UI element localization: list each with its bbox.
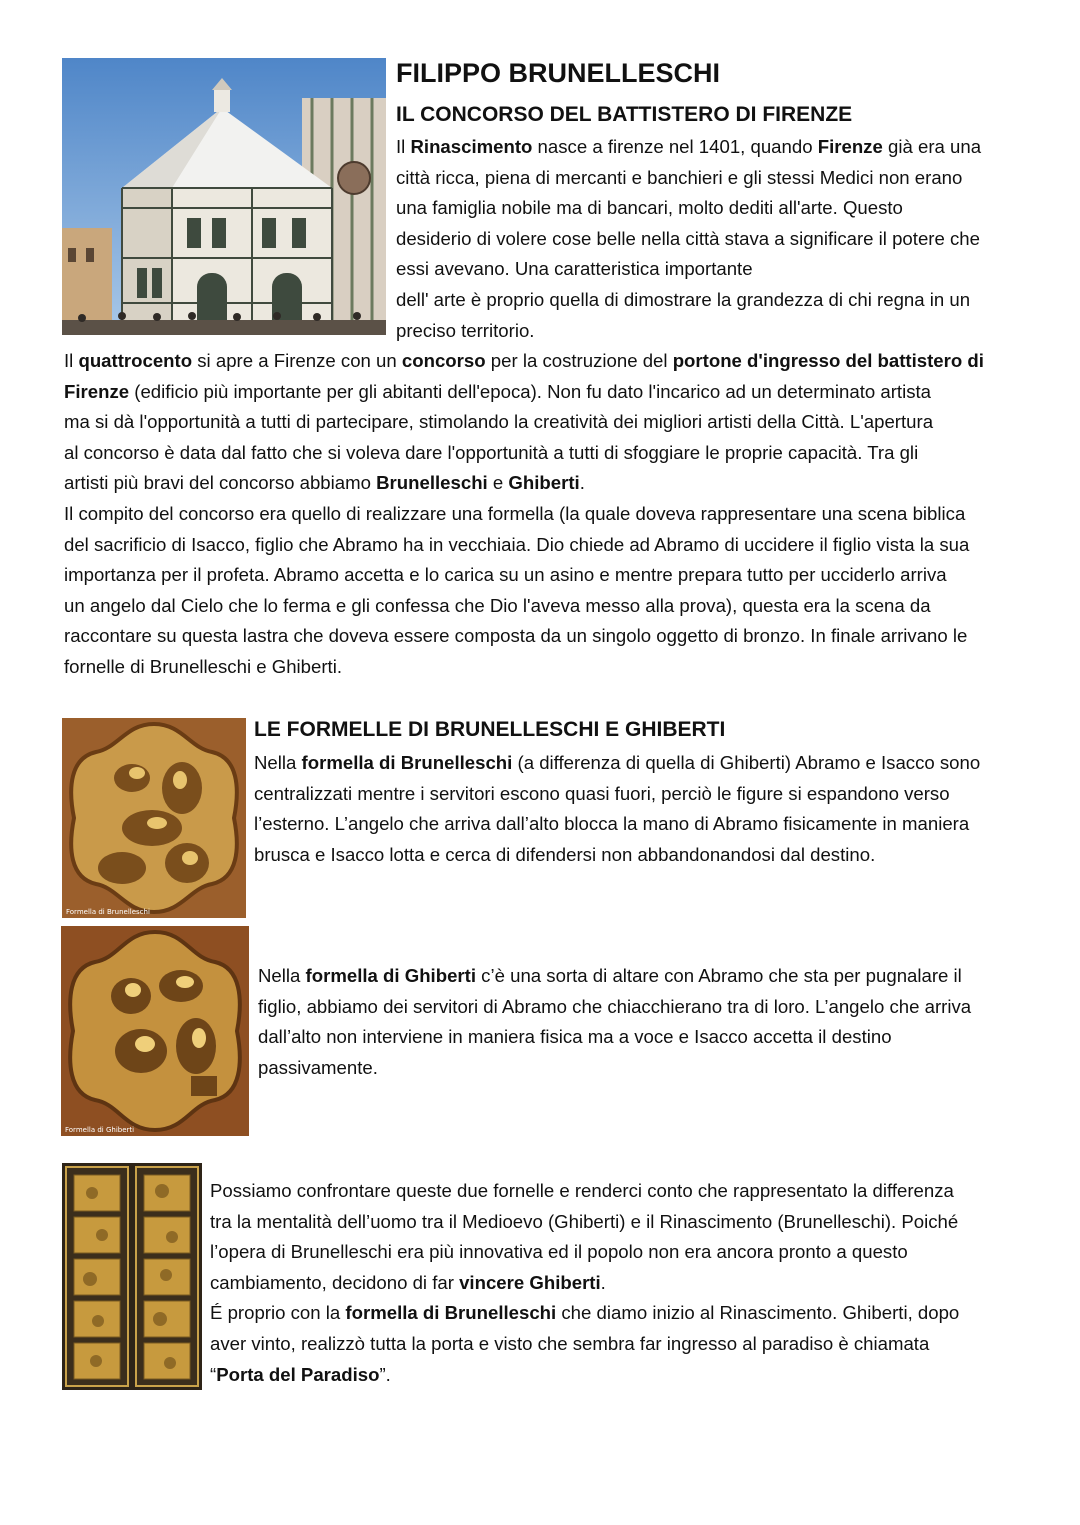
text-run: che diamo inizio al Rinascimento. Ghiberti, dopo (556, 1302, 960, 1324)
formella-brunelleschi-photo (62, 718, 246, 918)
section-heading-concorso: IL CONCORSO DEL BATTISTERO DI FIRENZE (396, 103, 853, 126)
text-run: Il compito del concorso era quello di realizzare una formella (la quale doveva rappresentare una scena biblica (64, 503, 966, 524)
text-run: una famiglia nobile ma di bancari, molto dediti all'arte. Questo (396, 197, 903, 219)
text-run: un angelo dal Cielo che lo ferma e gli confessa che Dio l'aveva messo alla prova), questa era la scena da (64, 594, 931, 616)
section-heading-formelle: LE FORMELLE DI BRUNELLESCHI E GHIBERTI (254, 718, 726, 741)
text-line (64, 499, 1064, 530)
formella-brunelleschi-caption: Formella di Brunelleschi (66, 908, 150, 916)
text-run: dell' arte è proprio quella di dimostrare la grandezza di chi regna in un (396, 288, 971, 310)
text-run: . (600, 1271, 606, 1293)
text-run: raccontare su questa lastra che doveva essere composta da un singolo oggetto di bronzo. In finale arrivano le (64, 625, 968, 647)
text-line (64, 346, 1064, 377)
bold-term: Ghiberti (508, 472, 580, 494)
formella-ghiberti-photo (61, 926, 249, 1136)
text-line (254, 809, 1054, 840)
text-run: essi avevano. Una caratteristica importante (396, 258, 753, 280)
text-run: dall’alto non interviene in maniera fisica ma a voce e Isacco accetta il destino (258, 1026, 892, 1048)
text-line (254, 779, 1054, 810)
text-run: preciso territorio. (396, 319, 535, 341)
paragraph-quattrocento (64, 346, 1064, 499)
text-run: Nella (258, 965, 306, 986)
bold-term: formella di Ghiberti (305, 965, 477, 986)
text-run: ma si dà l'opportunità a tutti di partecipare, stimolando la creatività dei migliori artisti della Città. L'apertura (64, 411, 934, 433)
paragraph-compito (64, 499, 1064, 683)
text-run: Possiamo confrontare queste due fornelle e renderci conto che rappresentato la differenza (210, 1180, 954, 1201)
bold-term: Firenze (64, 380, 130, 402)
text-line (64, 621, 1064, 652)
bold-term: Porta del Paradiso (216, 1363, 380, 1385)
text-line (396, 163, 1056, 194)
text-run: al concorso è data dal fatto che si voleva dare l'opportunità a tutti di sfoggiare le proprie capacità. Tra gli (64, 441, 919, 463)
text-run: “ (210, 1363, 217, 1385)
intro-paragraph (396, 132, 1056, 346)
text-run: e (487, 472, 509, 494)
formella-ghiberti-caption: Formella di Ghiberti (65, 1126, 135, 1134)
text-run: cambiamento, decidono di far (210, 1271, 460, 1293)
text-run: artisti più bravi del concorso abbiamo (64, 472, 377, 494)
paragraph-formella-ghiberti (258, 961, 1048, 1083)
text-line (64, 438, 1064, 469)
baptistery-photo (62, 58, 386, 335)
text-run: centralizzati mentre i servitori escono quasi fuori, perciò le figure si espandono verso (254, 782, 950, 804)
page-title: FILIPPO BRUNELLESCHI (396, 58, 721, 88)
text-line (210, 1176, 1060, 1207)
text-run: (edificio più importante per gli abitanti dell'epoca). Non fu dato l'incarico ad un determinato artista (129, 380, 932, 402)
text-run: brusca e Isacco lotta e cerca di difendersi non abbandonandosi dal destino. (254, 843, 876, 865)
bold-term: portone d'ingresso del battistero di (672, 350, 984, 371)
text-run: del sacrificio di Isacco, figlio che Abramo ha in vecchiaia. Dio chiede ad Abramo di uccidere il figlio vista la sua (64, 533, 970, 555)
text-line (64, 407, 1064, 438)
text-line (396, 224, 1056, 255)
bold-term: formella di Brunelleschi (345, 1302, 557, 1324)
text-run: (a differenza di quella di Ghiberti) Abramo e Isacco sono (512, 752, 981, 773)
text-line (64, 560, 1064, 591)
text-line (210, 1360, 1060, 1391)
text-run: tra la mentalità dell’uomo tra il Medioevo (Ghiberti) e il Rinascimento (Brunelleschi). Poiché (210, 1210, 959, 1232)
text-line (210, 1298, 1060, 1329)
text-line (64, 530, 1064, 561)
text-run: si apre a Firenze con un (192, 350, 402, 371)
text-line (396, 132, 1056, 163)
text-line (64, 591, 1064, 622)
bold-term: quattrocento (78, 350, 193, 371)
bold-term: formella di Brunelleschi (301, 752, 513, 773)
text-run: figlio, abbiamo dei servitori di Abramo che chiacchierano tra di loro. L’angelo che arriva (258, 995, 972, 1017)
text-run: Il (396, 136, 411, 157)
text-run: aver vinto, realizzò tutta la porta e visto che sembra far ingresso al paradiso è chiamata (210, 1332, 930, 1354)
text-line (210, 1207, 1060, 1238)
bold-term: vincere Ghiberti (459, 1271, 601, 1293)
text-line (258, 1053, 1048, 1084)
text-line (64, 377, 1064, 408)
text-line (396, 285, 1056, 316)
text-run: ”. (379, 1363, 391, 1385)
text-run: c’è una sorta di altare con Abramo che sta per pugnalare il (476, 965, 962, 986)
text-line (258, 992, 1048, 1023)
text-line (396, 193, 1056, 224)
text-line (64, 468, 1064, 499)
text-line (396, 254, 1056, 285)
text-run: per la costruzione del (485, 350, 673, 371)
text-run: nasce a firenze nel 1401, quando (532, 136, 818, 157)
bold-term: Rinascimento (410, 136, 533, 157)
text-line (210, 1237, 1060, 1268)
text-run: l’esterno. L’angelo che arriva dall’alto blocca la mano di Abramo fisicamente in maniera (254, 813, 970, 835)
porta-del-paradiso-photo (62, 1163, 202, 1390)
text-line (64, 652, 1064, 683)
text-run: . (579, 472, 585, 494)
text-run: desiderio di volere cose belle nella città stava a significare il potere che (396, 227, 980, 249)
text-line (258, 961, 1048, 992)
text-line (210, 1268, 1060, 1299)
text-line (396, 316, 1056, 347)
bold-term: Brunelleschi (376, 472, 488, 494)
bold-term: concorso (401, 350, 486, 371)
text-run: importanza per il profeta. Abramo accetta e lo carica su un asino e mentre prepara tutto per ucciderlo arriva (64, 564, 947, 586)
text-line (254, 840, 1054, 871)
text-run: fornelle di Brunelleschi e Ghiberti. (64, 655, 343, 677)
text-line (258, 1022, 1048, 1053)
text-line (254, 748, 1054, 779)
paragraph-formella-brunelleschi (254, 748, 1054, 870)
text-run: Nella (254, 752, 302, 773)
text-run: passivamente. (258, 1056, 378, 1078)
text-run: Il (64, 350, 79, 371)
text-run: città ricca, piena di mercanti e banchieri e gli stessi Medici non erano (396, 166, 963, 188)
text-line (210, 1329, 1060, 1360)
paragraph-confronto (210, 1176, 1060, 1390)
text-run: É proprio con la (210, 1302, 346, 1324)
text-run: l’opera di Brunelleschi era più innovativa ed il popolo non era ancora pronto a questo (210, 1241, 908, 1263)
bold-term: Firenze (817, 136, 883, 157)
text-run: già era una (882, 136, 982, 157)
